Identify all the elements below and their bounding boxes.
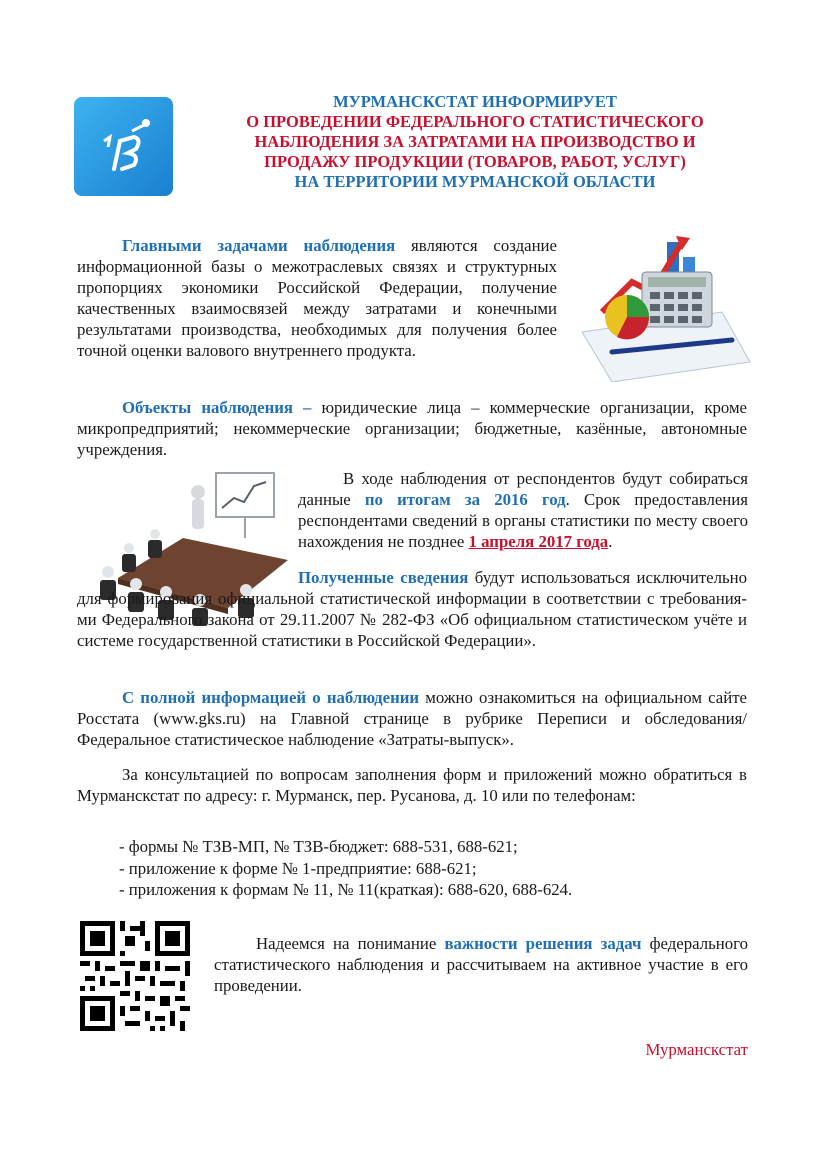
- phone-item-1: - формы № ТЗВ-МП, № ТЗВ-бюджет: 688-531, 688-621;: [119, 837, 518, 856]
- title-line-3: НАБЛЮДЕНИЯ ЗА ЗАТРАТАМИ НА ПРОИЗВОДСТВО И: [254, 132, 696, 151]
- calculator-chart-illustration: [572, 222, 752, 382]
- qr-code[interactable]: [80, 921, 190, 1031]
- collection-text-4: .: [608, 532, 613, 551]
- collection-text-1: В ходе наблюдения от респондентов будут собираться данные: [298, 469, 748, 509]
- objects-lead: Объекты наблюдения –: [122, 398, 312, 417]
- consult-paragraph: [77, 764, 747, 806]
- collection-period: по итогам за 2016 год: [364, 490, 566, 509]
- collection-paragraph: [298, 468, 748, 552]
- title-line-1: МУРМАНСКСТАТ ИНФОРМИРУЕТ: [333, 92, 617, 111]
- deadline-date: 1 апреля 2017 года: [468, 532, 609, 551]
- page-title: [190, 92, 760, 192]
- phones-list: [119, 836, 749, 901]
- usage-lead: Полученные сведения: [298, 568, 469, 587]
- closing-text-1: Надеемся на понимание: [256, 934, 445, 953]
- closing-paragraph: [214, 933, 748, 996]
- collection-text-3: не позднее: [387, 532, 469, 551]
- tasks-paragraph: [77, 235, 557, 361]
- closing-highlight: важности решения задач: [444, 934, 642, 953]
- tasks-lead: Главными задачами наблюдения: [122, 236, 396, 255]
- rosstat-logo-icon: [74, 97, 173, 196]
- title-line-5: НА ТЕРРИТОРИИ МУРМАНСКОЙ ОБЛАСТИ: [294, 172, 656, 191]
- usage-text: будут использоваться исключительно для формирования официальной статистической информации в соответствии с требования-ми Федерального закона от 29.11.2007 № 282-ФЗ «Об официальном статистическом учёте и системе государственной статистики в Российской Федерации».: [77, 568, 747, 650]
- info-paragraph: [77, 687, 747, 750]
- objects-paragraph: [77, 397, 747, 460]
- closing-text-2: федерального статистического наблюдения и рассчитываем на активное участие в его проведении.: [214, 934, 748, 995]
- consult-text: За консультацией по вопросам заполнения форм и приложений можно обратиться в Мурманскстат по адресу: г. Мурманск, пер. Русанова, д. 10 или по телефонам:: [77, 765, 747, 805]
- signature: Мурманскстат: [645, 1040, 748, 1059]
- phone-item-3: - приложения к формам № 11, № 11(краткая): 688-620, 688-624.: [119, 880, 573, 899]
- usage-paragraph: [77, 567, 747, 651]
- title-line-2: О ПРОВЕДЕНИИ ФЕДЕРАЛЬНОГО СТАТИСТИЧЕСКОГО: [246, 112, 704, 131]
- phone-item-2: - приложение к форме № 1-предприятие: 688-621;: [119, 858, 477, 878]
- title-line-4: ПРОДАЖУ ПРОДУКЦИИ (ТОВАРОВ, РАБОТ, УСЛУГ): [264, 152, 686, 171]
- collection-text-2: . Срок предоставления респондентами сведений в органы статистики по месту своего нахождения: [298, 490, 748, 551]
- tasks-text: являются создание информационной базы о межотраслевых связях и структурных пропорциях экономики Российской Федерации, получение качественных взаимосвязей между затратами и конечными результатами производства, необходимых для получения более точной оценки валового внутреннего продукта.: [77, 236, 557, 360]
- rosstat-logo: [74, 97, 173, 196]
- info-text: можно ознакомиться на официальном сайте Росстата (www.gks.ru) на Главной странице в рубрике Переписи и обследования/ Федеральное статистическое наблюдение «Затраты-выпуск».: [77, 688, 748, 749]
- objects-text: юридические лица – коммерческие организации, кроме микропредприятий; некоммерческие организации; бюджетные, казённые, автономные учреждения.: [77, 398, 748, 459]
- info-lead: С полной информацией о наблюдении: [122, 688, 420, 707]
